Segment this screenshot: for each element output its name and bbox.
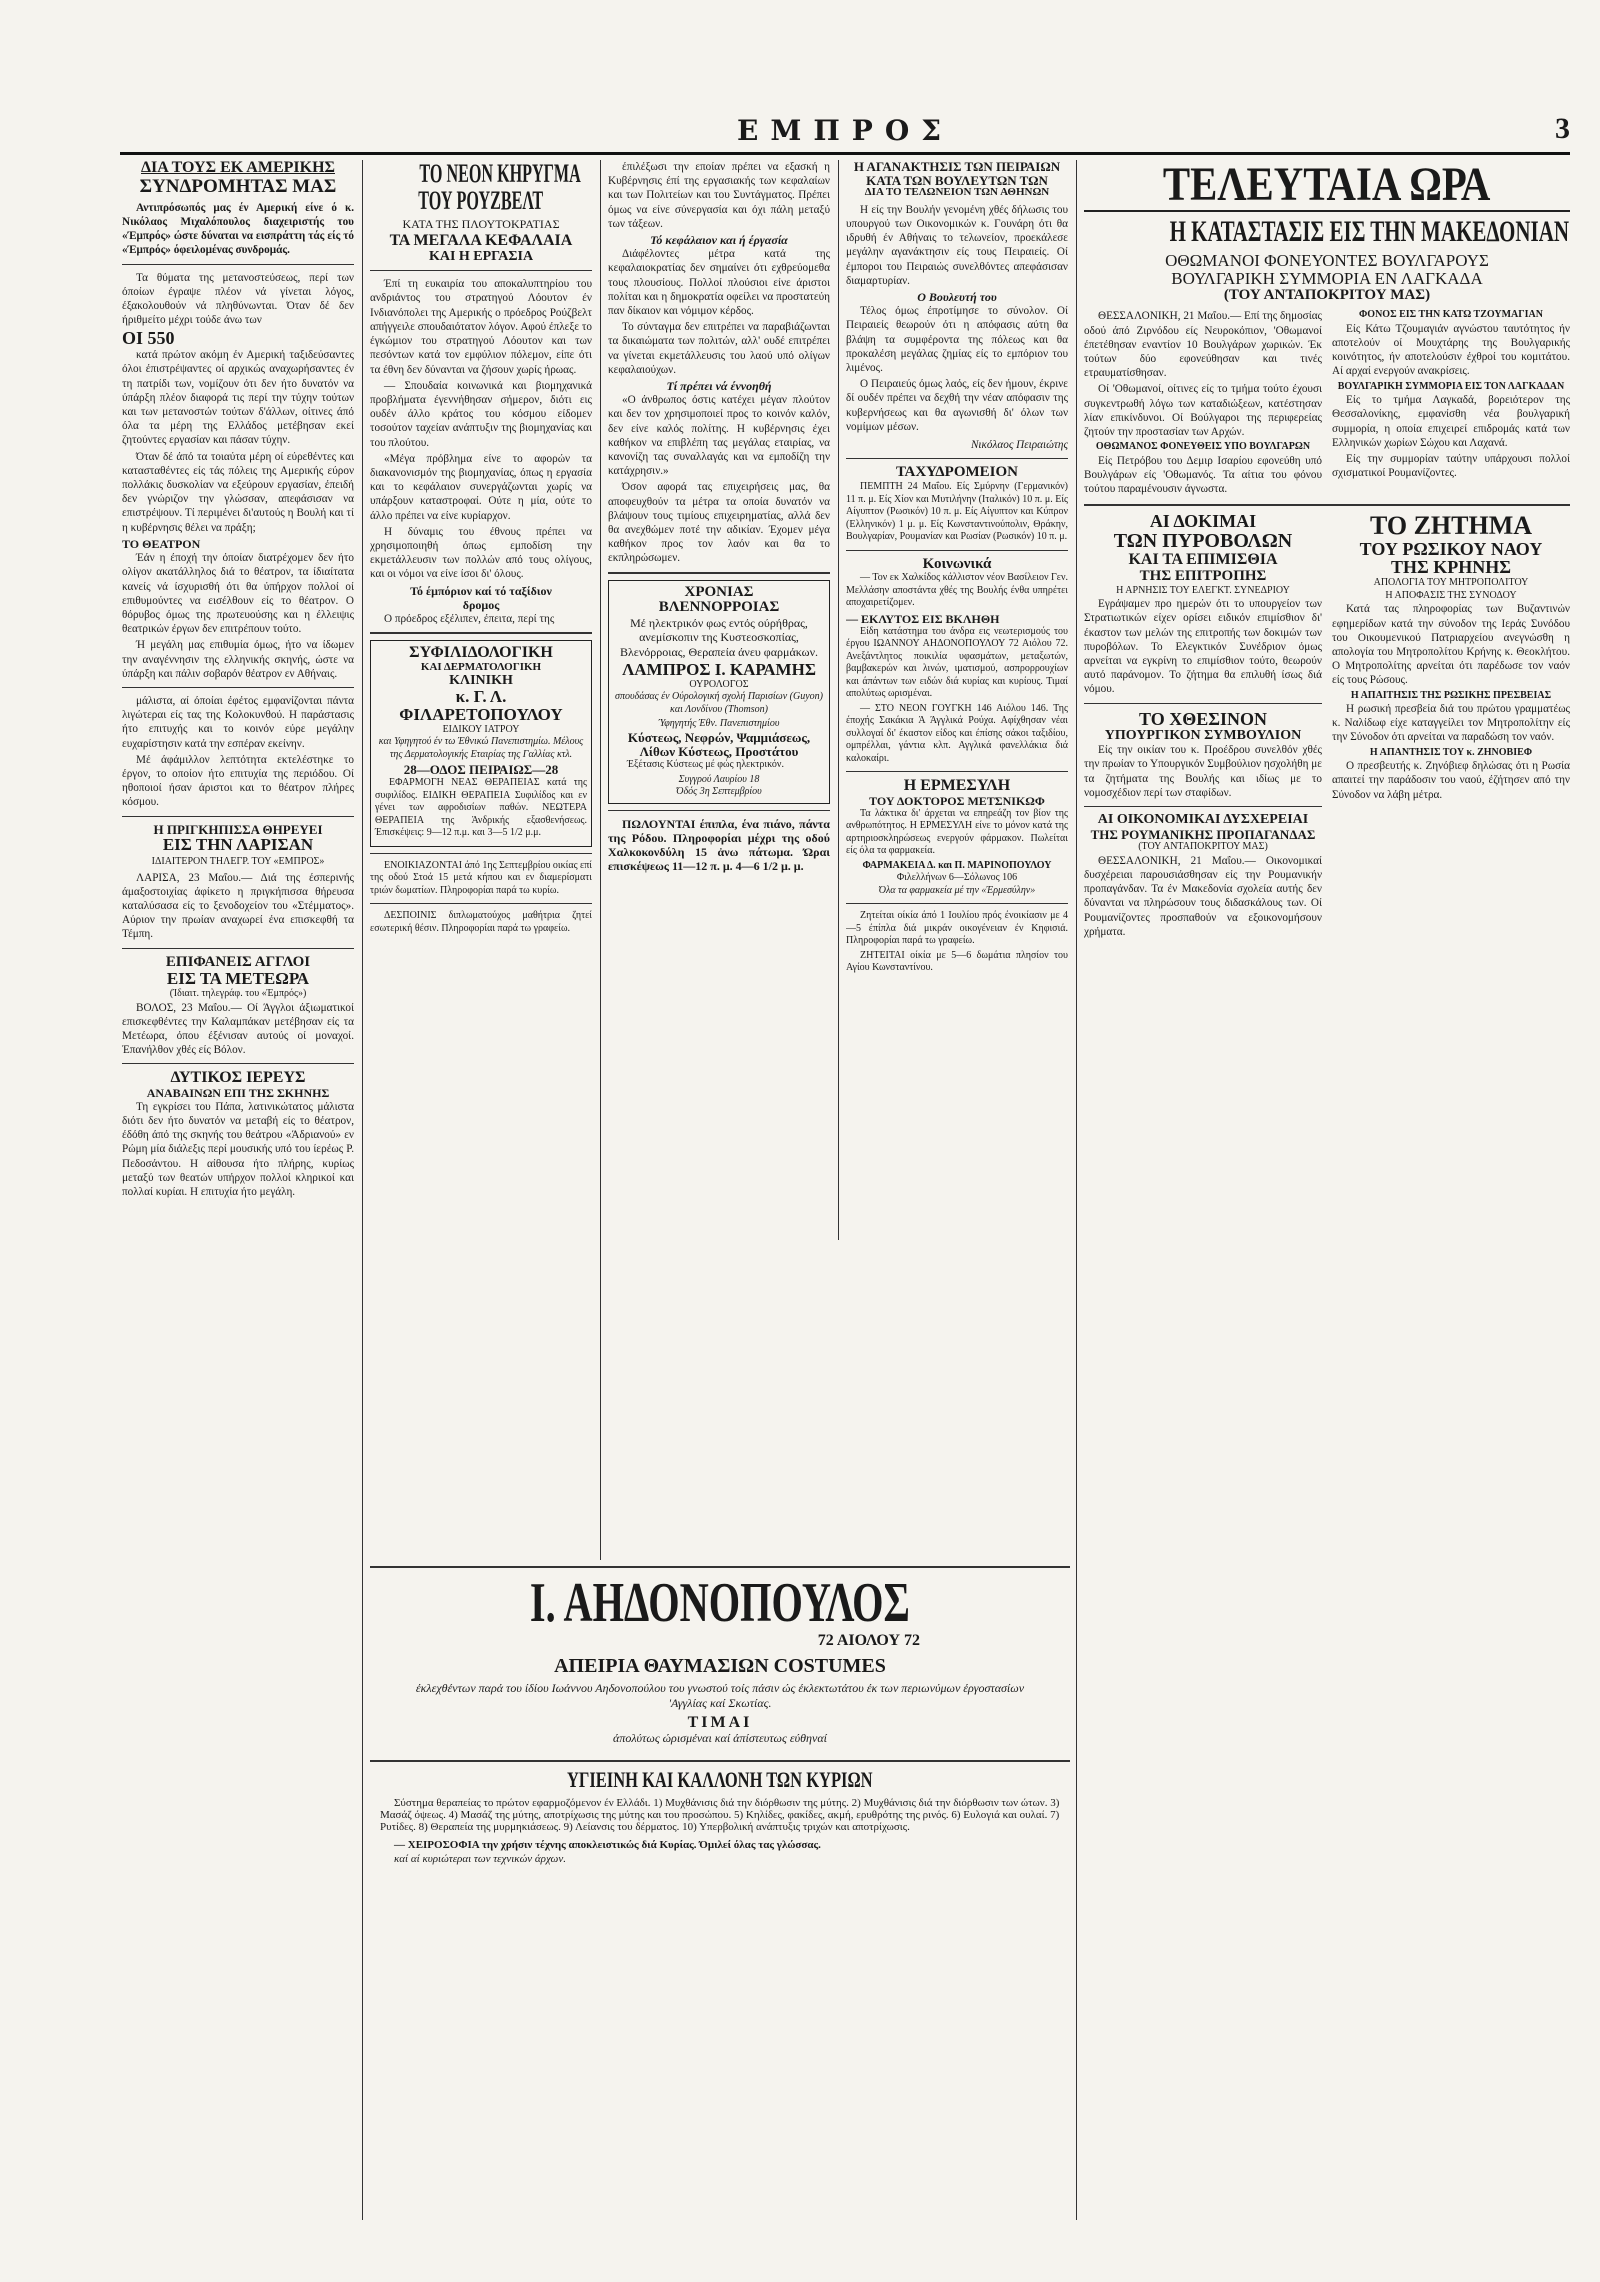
macedonia-left [1084,309,1322,498]
article-paragraph: κατά πρώτον ακόμη έν Αμερική ταξιδεύσαντες όλοι έπιστρέψαντες οί αρχικώς αναχωρήσαντες έν τη πατρίδι των, νομίζουν ότι δεν ήτο δυνατόν να ύπάρξη πλέον διαφορά τις περί την τύχην τούτων και των μετανοστών τούτων δ'άλλων, οίτινες άπό όλα τα μέρη της Ελλάδος μετέβησαν εκεί ζητούντες εργασίαν και πάσαν τύχην. [122,349,354,447]
shop-headline: — ΕΚΛΥΤΟΣ ΕΙΣ ΒΚΛΗΘΗ [846,611,1000,626]
ad-text: και Υφηγητού έν τω Έθνικώ Πανεπιστημίω. Μέλους της Δερματολογικής Εταιρίας της Γαλλίας κτλ. [378,736,584,760]
ad-address: 28—ΟΔΟΣ ΠΕΙΡΑΙΩΣ—28 [403,762,559,778]
lower-left [1084,512,1322,941]
ad-costumes: ΑΠΕΙΡΙΑ ΘΑΥΜΑΣΙΩΝ COSTUMES [554,1654,886,1677]
article-paragraph: Κατά τας πληροφορίας των Βυζαντινών εφημερίδων κατά την σύνοδον της Ιεράς Συνόδου του Οικουμενικού Πατριαρχείου ανεγνώσθη η απολογία του Μητροπολίτου Κρήνης κ. Θεοκλήτου. Ο Μητροπολίτης αρνείται ότι παρέδωσε τον ναόν είς τους Ρώσους. [1332,603,1570,687]
ad-text: Έξέτασις Κύστεως μέ φώς ηλεκτρικόν. [627,759,784,771]
headline-subscribers: ΣΥΝΔΡΟΜΗΤΑΣ ΜΑΣ [139,175,337,197]
intro-text: Αντιπρόσωπός μας έν Αμερική είνε ό κ. Νικόλαος Μιχαλόπουλος διαχειριστής του «Έμπρός» ώστε δύναται να εισπράττη τάς είς τό «Έμπρός» όφειλομένας συνδρομάς. [122,201,354,257]
article-paragraph: Μέ άφάμιλλον λεπτότητα εκτελέστηκε το έργον, το οποίον ήτο επιτυχία της περιόδου. Οί ηθοποιοί ήσαν άριστοι και το θέατρον πλήρες κόσμου. [122,753,354,809]
article-paragraph: ΛΑΡΙΣΑ, 23 Μαΐου.— Διά της έσπερινής άμαξοστοιχίας άφίκετο η πριγκήπισσα θήρευσα καταλύσασα είς το ξενοδοχείον του «Στέμματος». Αύριον την πρωίαν αναχωρεί ένα επισκεφθή τα Τέμπη. [122,871,354,941]
subhead-capital: Τό κεφάλαιον και ή έργασία [650,233,788,248]
article-paragraph: Είς Πετρόβου του Δεμιρ Ισαρίου εφονεύθη υπό Βουλγάρων είς 'Οθωμανός. Τα αίτια του φόνου τούτου παραμένουσιν άγνωστα. [1084,454,1322,496]
column-5 [1084,160,1570,2220]
ad-headline: ΒΛΕΝΝΟΡΡΟΙΑΣ [658,599,780,616]
social-news: — Τον εκ Χαλκίδος κάλλιστον νέον Βασίλειον Γεν. Μελλάσην αποστάντα χθές της Βουλής ένθα υπηρέτει αποχαιρετίζομεν. [846,572,1068,609]
article-paragraph: Έπί τη ευκαιρία του αποκαλυπτηρίου του ανδριάντος του στρατηγού Λόουτον έν Ινδιανόπολει της Αμερικής ο πρόεδρος Ρούζβελτ απήγγειλε σπουδαιότατον λόγον. Αφού έπλεξε το έγκώμιον του στρατηγού Λόουτον και των πεσόντων κατά τον εμφύλιον πόλεμον, είπε ότι τα έθνη δεν δύνανται να ζήσουν χωρίς ήρωας. [370,278,592,376]
ad-address: 72 ΑΙΟΛΟΥ 72 [817,1631,920,1649]
article-paragraph: έπιλέξωσι την εποίαν πρέπει να εξασκή η Κυβέρνησις έπί της εργασιακής των κεφαλαίων και των Πολιτείων και του Συντάγματος. Πρέπει όμως να είνε σύνεργασία και όχι πάλη μεταξύ των τάξεων. [608,161,830,230]
headline-committee: ΤΗΣ ΕΠΙΤΡΟΠΗΣ [1139,567,1267,584]
ad-big-name: Ι. ΑΗΔΟΝΟΠΟΥΛΟΣ [530,1572,910,1634]
article-paragraph: Η είς την Βουλήν γενομένη χθές δήλωσις του υπουργού των Οικονομικών κ. Γουνάρη ότι θα ιδρυθή έν Αθήναις το τελωνείον, προεκάλεσε μεγάλην αγανάκτησιν είς τους Πειραιείς. Οί έμποροι του Πειραιώς συνελθόντες απεφάσισαν διαμαρτυρίαν. [846,203,1068,287]
subhead-zinoviev: Η ΑΠΑΝΤΗΣΙΣ ΤΟΥ κ. ΖΗΝΟΒΙΕΦ [1369,746,1533,758]
article-paragraph: Τέλος όμως έπροτίμησε το σύνολον. Οί Πειραιείς θεωρούν ότι η απόφασις αύτη θα βλάψη τα συμφέροντα της πόλεως και θα προκαλέση μεγάλας ζημίας είς το εμπόριον του λιμένος. [846,305,1068,375]
pharmacy-note: Όλα τα φαρμακεία μέ την «Έρμεσύλην» [878,884,1036,896]
article-paragraph: Ή μεγάλη μας επιθυμία όμως, ήτο να ίδωμεν την αναγέννησιν της ελληνικής σκηνής, ώστε να ύπάρξη και πάλιν σοβαρόν θέατρον εν Αθήναις. [122,639,354,680]
article-paragraph: Η ρωσική πρεσβεία διά του πρώτου γραμματέως κ. Ναλίδωφ είχε καταγγείλει τον Μητροπολίτην είς την Σύνοδον ότι αρνείται να παραδώση τον ναόν. [1332,703,1570,744]
article-paragraph: Διάφέλοντες μέτρα κατά της κεφαλαιοκρατίας δεν σημαίνει ότι εχθρεύομεθα τους πλουσίους. Πολλοί πλούσιοι είνε άριστοι πολίται και η δημοκρατία οφείλει να προστατεύη παν δίκαιον και νόμιμον κέρδος. [608,248,830,318]
author-signature: Νικόλαος Πειραιώτης [970,439,1068,452]
headline-yesterday: ΤΟ ΧΘΕΣΙΝΟΝ [1139,708,1267,729]
headline-cabinet: ΥΠΟΥΡΓΙΚΟΝ ΣΥΜΒΟΥΛΙΟΝ [1104,727,1302,743]
macedonia-right [1332,309,1570,498]
headline-bulgarian-band: ΒΟΥΛΓΑΡΙΚΗ ΣΥΜΜΟΡΙΑ ΕΝ ΛΑΓΚΑΔΑ [1171,268,1483,288]
ad-headline: ΚΛΙΝΙΚΗ [449,672,513,688]
pharmacy-address: ΦΑΡΜΑΚΕΙΑ Δ. και Π. ΜΑΡΙΝΟΠΟΥΛΟΥ [862,859,1052,871]
newspaper-title: ΕΜΠΡΟΣ [736,114,954,147]
headline-roosevelt-1: ΤΟ ΝΕΟΝ ΚΗΡΥΓΜΑ [419,160,581,188]
ad-hygiene-headline: ΥΓΙΕΙΝΗ ΚΑΙ ΚΑΛΛΟΝΗ ΤΩΝ ΚΥΡΙΩΝ [567,1767,873,1793]
ad-address: Συγγρού Λαυρίου 18 [678,773,760,785]
ad-subtitle: ΟΥΡΟΛΟΓΟΣ [689,678,749,690]
ad-address: Όδός 3η Σεπτεμβρίου [676,786,762,798]
ad-text: άπολύτως ώρισμέναι καί άπίστευτως εύθηναί [613,1731,827,1746]
headline-princess: Η ΠΡΙΓΚΗΠΙΣΣΑ ΘΗΡΕΥΕΙ [153,821,323,837]
article-paragraph: Είς την οικίαν του κ. Προέδρου συνελθόν χθές την πρωίαν το Υπουργικόν Συμβούλιον ησχολήθη με τα ζητήματα της Βουλής και ιδίως με το νομοσχέδιον περί των σταφίδων. [1084,744,1322,799]
headline-priest: ΔΥΤΙΚΟΣ ΙΕΡΕΥΣ [170,1069,306,1087]
subhead-doctor: ΤΟΥ ΔΟΚΤΟΡΟΣ ΜΕΤΣΝΙΚΩΦ [869,794,1045,809]
headline-romanian: ΤΗΣ ΡΟΥΜΑΝΙΚΗΣ ΠΡΟΠΑΓΑΝΔΑΣ [1090,826,1316,842]
ad-specialties: Κύστεως, Νεφρών, Ψαμμιάσεως, Λίθων Κύστεως, Προστάτου [627,729,811,759]
subhead-murder: ΦΟΝΟΣ ΕΙΣ ΤΗΝ ΚΑΤΩ ΤΖΟΥΜΑΓΙΑΝ [1359,309,1543,321]
masthead [120,112,1570,155]
headline-last-hour: ΤΕΛΕΥΤΑΙΑ ΩΡΑ [1084,160,1570,212]
ad-headline: ΚΑΙ ΔΕΡΜΑΤΟΛΟΓΙΚΗ [420,660,542,673]
subhead-meaning: Τί πρέπει νά έννοηθή [666,379,772,394]
article-paragraph: Η δύναμις του έθνους πρέπει να χρησιμοποιηθή όπως εμποδίση την εκμετάλλευσιν των πολλών από τους ολίγους, και οι νόμοι να είνε ίσοι δι' όλους. [370,525,592,581]
headline-larisa: ΕΙΣ ΤΗΝ ΛΑΡΙΣΑΝ [162,835,314,855]
headline-cannons: ΤΩΝ ΠΥΡΟΒΟΛΩΝ [1113,530,1293,553]
article-paragraph: «Μέγα πρόβλημα είνε το αφορών τα διακανονισμόν της βιομηχανίας, όπως η εργασία και το κεφάλαιον συνεργάζωνται χωρίς να υπάρξουν καταστροφαί. Ούτε η μία, ούτε το άλλο πρέπει να είνε κυρίαρχον. [370,452,592,522]
article-paragraph: Όταν δέ άπό τα τοιαύτα μέρη οί εύρεθέντες και κατασταθέντες είς τάς πόλεις της Αμερικής εύρον πολλάκις δυσκολίαν να εξεύρουν εργασίαν, έπειδή δεν γνώριζον την γλώσσαν, απεφάσισαν να επιστρέψουν. Τί περιμένει δι'αυτούς η Βουλή και τί η κυβέρνησις θέλει να πράξη; [122,450,354,534]
ad-hygiene-last: καί αί κυριώτεραι των τεχνικών άρχων. [394,1853,566,1866]
headline-economic: ΑΙ ΟΙΚΟΝΟΜΙΚΑΙ ΔΥΣΧΕΡΕΙΑΙ [1097,812,1309,828]
subhead-embassy: Η ΑΠΑΙΤΗΣΙΣ ΤΗΣ ΡΩΣΙΚΗΣ ΠΡΕΣΒΕΙΑΣ [1350,689,1552,701]
article-paragraph: Ο Πειραιεύς όμως λαός, είς δεν ήμουν, έκρινε δί ουδέν πρέπει να δεχθή την νέαν απόφασιν της κυβερνήσεως και θα αγωνισθή δι' όλων των νομίμων μέσων. [846,378,1068,433]
subhead-audit: Η ΑΡΝΗΣΙΣ ΤΟΥ ΕΛΕΓΚΤ. ΣΥΝΕΔΡΙΟΥ [1116,584,1290,596]
ad-headline: ΣΥΦΙΛΙΔΟΛΟΓΙΚΗ [409,644,553,662]
macedonia-columns [1084,309,1570,498]
ad-hygiene-text: Σύστημα θεραπείας το πρώτον εφαρμοζόμενον έν Ελλάδι. 1) Μυχθάνισις διά την διόρθωσιν της μύτης. 2) Μυχθάνισις διά την διόρθωσιν των ώτων. 3) Μασάζ όψεως. 4) Μασάζ της μύτης, αποτρίχωσις της μύτης και του προσώπου. 5) Κηλίδες, φακίδες, ακμή, ερυθρότης της ρινός. 6) Ευλογιά και ουλαί. 7) Ρυτίδες. 8) Θεραπεία της μυρμηκιάσεως. 9) Λείανσις του δέρματος. 10) Υπερβολική ανάπτυξις τριχών και αποτρίχωσις. [380,1797,1060,1834]
headline-ottomans: ΟΘΩΜΑΝΟΙ ΦΟΝΕΥΟΝΤΕΣ ΒΟΥΛΓΑΡΟΥΣ [1165,250,1489,270]
article-paragraph: Είς Κάτω Τζουμαγιάν αγνώστου ταυτότητος ήν αποτελούν οί Μουχτάρης της Βουλγαρικής κοινότητος, ήν αποτελούσιν έχθροί του κομιτάτου. Αί αρχαί ενεργούν ανακρίσεις. [1332,322,1570,378]
article-paragraph: Είς το τμήμα Λαγκαδά, βορειότερον της Θεσσαλονίκης, εμφανίσθη νέα βουλγαρική συμμορία, η οποία επιχειρεί επιδρομάς κατά των Ελληνικών χωρίων Σώχου και Λαχανά. [1332,394,1570,449]
article-paragraph: Τη εγκρίσει του Πάπα, λατινικώτατος μάλιστα διότι δεν ήτο δυνατόν να μεταβή είς το θέατρον, έδόθη άπό της σκηνής του θεάτρου «Άδριανού» εν Ρώμη μία διάλεξις περί μουσικής υπό του ίερέως Ρ. Πεδοσάντου. Η αίθουσα ήτο πλήρης, κυρίως μεταξύ των θεατών υπήρχον πολλοί κληρικοί και πολλαί κυρίαι. Η επιτυχία ήτο μεγάλη. [122,1100,354,1199]
shop-text: Είδη κατάστημα του άνδρα εις νεωτερισμούς του έργου ΙΩΑΝΝΟΥ ΑΗΔΟΝΟΠΟΥΛΟΥ 72 Αιόλου 72. Ανεξάντλητος ποικιλία υφασμάτων, μεταξωτών, βαμβακερών και λινών, ιματισμού, ασπρορρουχίων και άπάντων των ειδών διά κυρίας και κυρίους. Τιμαί απολύτως ωρισμέναι. [846,625,1068,700]
classified-wanted: ΖΗΤΕΙΤΑΙ οίκία με 5—6 δωμάτια πλησίον του Αγίου Κωνσταντίνου. [846,949,1068,974]
urology-ad [608,580,830,804]
subhead-trade-cont: δρομος [462,597,500,612]
subhead-plutocracy: ΚΑΤΑ ΤΗΣ ΠΛΟΥΤΟΚΡΑΤΙΑΣ [402,216,560,231]
headline-capital: ΤΑ ΜΕΓΑΛΑ ΚΕΦΑΛΑΙΑ [389,231,573,249]
headline-krini: ΤΗΣ ΚΡΗΝΗΣ [1390,557,1512,578]
article-paragraph: Έάν η έποχή την όποίαν διατρέχομεν δεν ήτο ολίγον ακατάλληλος διά το θέατρον, τα ίδιαίτατα κανείς νά ίσχυρισθή ότι θα ύπήρχον πολλοί οί επιθυμούντες να εισέλθουν είς το θέατρον. Ο θόρυβος όμως της πρωτευούσης και η έλλειψις θεατρικών έργων δεν επιτρέπουν τούτο. [122,552,354,636]
classified-tutor: ΔΕΣΠΟΙΝΙΣ διπλωματούχος μαθήτρια ζητεί εσωτερική θέσιν. Πληροφορίαι παρά τω γραφείω. [370,910,592,934]
pharmacy-text: Τα λάκτικα δι' άρχεται να επηρεάζη τον βίον της ανθρωπότητος. Η ΕΡΜΕΣΥΛΗ είνε το μόνον κατά της αρτηριοσκληρώσεως ενεργούν φάρμακον. Πωλείται είς όλα τα φαρμακεία. [846,807,1068,857]
classified-wanted: Ζητείται οίκία άπό 1 Ιουλίου πρός ένοικίασιν με 4—5 έπίπλα διά μικράν οικογένειαν έν Κηφισιά. Πληροφορίαι παρά τω γραφείω. [846,910,1068,947]
headline-meteora: ΕΙΣ ΤΑ ΜΕΤΕΩΡΑ [166,969,310,989]
classified-sale: ΠΩΛΟΥΝΤΑΙ έπιπλα, ένα πιάνο, πάντα της Ρόδου. Πληροφορίαι μέχρι της οδού Χαλκοκονδύλη 15 ἀνω πάτωμα. Ώραι επισκέψεως 11—12 π. μ. 4—6 1/2 μ. μ. [608,816,830,874]
ad-hygiene-foot: — ΧΕΙΡΟΣΟΦΙΑ την χρήσιν τέχνης αποκλειστικώς διά Κυρίας. Όμιλεί όλας τας γλώσσας. [394,1839,821,1852]
ad-doctor-name: ΛΑΜΠΡΟΣ Ι. ΚΑΡΑΜΗΣ [622,659,816,679]
ad-doctor-name: κ. Γ. Λ. ΦΙΛΑΡΕΤΟΠΟΥΛΟΥ [399,687,563,725]
article-paragraph: — Σπουδαία κοινωνικά και βιομηχανικά προβλήματα έγεννήθησαν σήμερον, διότι εις ουδέν άλλο κράτος του κόσμου είδομεν τοσούτον ταχείαν ανάπτυξιν της βιομηχανίας και του πλούτου. [370,379,592,449]
aidonopoulos-spacer [608,1248,1070,1368]
ad-subtitle: Ύφηγητής Έθν. Πανεπιστημίου [658,718,780,730]
column-3 [608,160,830,1240]
article-paragraph: ΘΕΣΣΑΛΟΝΙΚΗ, 21 Μαΐου.— Οικονομικαί δυσχέρειαι παρουσιάσθησαν είς την Ρουμανικήν προπαγάνδαν. Τα έν Μακεδονία σχολεία αυτής δεν δύνανται να πληρώσουν τους διδασκάλους των. Οί Ρουμανίζοντες προσπαθούν να εξοικονομήσουν χρήματα. [1084,854,1322,938]
headline-tests: ΑΙ ΔΟΚΙΜΑΙ [1149,511,1257,532]
number-highlight: ΟΙ 550 [122,328,175,349]
article-paragraph: Ο πρεσβευτής κ. Ζηνόβιεφ δηλώσας ότι η Ρωσία απαιτεί την παράδοσιν του ναού, έζήτησεν από την Σύνοδον να λάβη μέτρα. [1332,760,1570,801]
article-paragraph: Το σύνταγμα δεν επιτρέπει να παραβιάζωνται τα δικαιώματα των πολιτών, αλλ' ουδέ επιτρέπει να γίνεται εκμετάλλευσις του λαού υπό ολίγων κεφαλαιούχων. [608,321,830,376]
headline-hermesyle: Η ΕΡΜΕΣΥΛΗ [903,777,1011,795]
subhead-correspondent: (ΤΟΥ ΑΝΤΑΠΟΚΡΙΤΟΥ ΜΑΣ) [1138,841,1268,853]
subhead-telegram: (Ίδιαιτ. τηλεγράφ. του «Έμπρός») [169,988,307,1000]
pharmacy-address: Φιλελλήνων 6—Σόλωνος 106 [896,872,1018,884]
clinic-ad [370,640,592,846]
ad-text: Μέ ηλεκτρικόν φως εντός ούρήθρας, ανεμίσκοπιν της Κυστεοσκοπίας, Βλενόρροιας, Θεραπεία άνευ φαρμάκων. [619,616,818,659]
ad-prices: ΤΙΜΑΙ [687,1713,753,1731]
ad-text: έκλεχθέντων παρά του ίδίου Ιωάννου Αηδονοπούλου του γνωστού τοίς πάσιν ώς έκλεκτωτάτου έκ των περιωνύμων έργοστασίων 'Αγγλίας καί Σκωτίας. [415,1680,1025,1710]
subhead-band: ΒΟΥΛΓΑΡΙΚΗ ΣΥΜΜΟΡΙΑ ΕΙΣ ΤΟΝ ΛΑΓΚΑΔΑΝ [1337,380,1565,392]
headline-question: ΤΟ ΖΗΤΗΜΑ [1369,511,1533,541]
headline-roosevelt-2: ΤΟΥ ΡΟΥΖΒΕΛΤ [418,186,544,216]
article-paragraph: Εγράψαμεν προ ημερών ότι το υπουργείον των Στρατιωτικών είχεν ορίσει ειδικόν επιμίσθιον δι' έκαστον των μελών της επιτροπής των δοκιμών των πυροβόλων. Το Ελεγκτικόν Συνέδριον όμως αρνείται να εγκρίνη το επιμίσθιον τούτο, θεωρούν αυτό παράνομον. Το ζήτημα θα επιλυθή ίσως διά νόμου. [1084,598,1322,696]
headline-customs: ΔΙΑ ΤΟ ΤΕΛΩΝΕΙΟΝ ΤΩΝ ΑΘΗΝΩΝ [864,186,1050,199]
subhead-trade: Τό έμπόριον καί τό ταξίδιον [410,583,552,598]
article-paragraph: Ο πρόεδρος εξέλιπεν, έπειτα, περί της [384,612,555,625]
headline-diaspora: ΔΙΑ ΤΟΥΣ ΕΚ ΑΜΕΡΙΚΗΣ [141,160,335,176]
headline-labor: ΚΑΙ Η ΕΡΓΑΣΙΑ [428,248,534,264]
headline-macedonia: Η ΚΑΤΑΣΤΑΣΙΣ ΕΙΣ ΤΗΝ ΜΑΚΕΔΟΝΙΑΝ [1169,215,1570,249]
ad-headline: ΧΡΟΝΙΑΣ [684,583,754,600]
headline-deputies: ΚΑΤΑ ΤΩΝ ΒΟΥΛΕΥΤΩΝ ΤΩΝ [866,172,1048,188]
article-paragraph: Τα θύματα της μετανοστεύσεως, περί των όποίων έγραψε πλέον νά γίνεται λόγος, έξακολουθούν νά πληθύνωνται. Όταν δέ δεν ήριθμείτο μέχρι τούδε άνω των [122,271,354,327]
shop-text: — ΣΤΟ ΝΕΟΝ ΓΟΥΓΚΗ 146 Αιόλου 146. Της έποχής Σακάκια Ά Άγγλικά Ρούχα. Αφίχθησαν νέαι συλλογαί δι' έκαστον είδος και έπίσης σάκοι ταξιδίου, ομπρέλλαι, γάντια κλπ. Αγγλικά φανελλάκια διά καλοκαίρι. [846,702,1068,764]
subhead-synod: Η ΑΠΟΦΑΣΙΣ ΤΗΣ ΣΥΝΟΔΟΥ [1385,589,1517,601]
article-paragraph: Είς την συμμορίαν ταύτην υπάρχουσι πολλοί σχισματικοί Ρουμανίζοντες. [1332,452,1570,480]
ad-subtitle: ΕΙΔΙΚΟΥ ΙΑΤΡΟΥ [442,723,520,735]
headline-allowances: ΚΑΙ ΤΑ ΕΠΙΜΙΣΘΙΑ [1128,551,1278,569]
headline-correspondent: (ΤΟΥ ΑΝΤΑΠΟΚΡΙΤΟΥ ΜΑΣ) [1223,286,1431,303]
lower-columns [1084,512,1570,941]
subhead-ottoman: ΟΘΩΜΑΝΟΣ ΦΟΝΕΥΘΕΙΣ ΥΠΟ ΒΟΥΛΓΑΡΩΝ [1095,441,1311,453]
page-number: 3 [1555,112,1570,145]
column-1 [122,160,354,2220]
post-schedule: ΠΕΜΠΤΗ 24 Μαΐου. Είς Σμύρνην (Γερμανικόν) 11 π. μ. Είς Χίον και Μυτιλήνην (Ιταλικόν) 10 π. μ. Είς Αίγυπτον (Ρωσικόν) 10 π. μ. Είς Αίγυπτον και Κύπρον (Ελληνικόν) 1 μ. μ. Είς Κωνσταντινούπολιν, Θράκην, Βουλγαρίαν, Ρουμανίαν και Ρωσίαν (Ρωσικόν) 10 π. μ. [846,481,1068,543]
headline-russian-church: ΤΟΥ ΡΩΣΙΚΟΥ ΝΑΟΥ [1359,538,1543,559]
article-paragraph: μάλιστα, αί όποίαι έφέτος εμφανίζονται πάντα λιγώτεραι είς τας της Κολοκυνθού. Η παράστασις ήτο επιτυχής και το κοινόν εύρε μεγάλην ευχαρίστησιν κατά την εσπέραν εκείνην. [122,694,354,750]
section-label-theater: ΤΟ ΘΕΑΤΡΟΝ [122,536,201,551]
classified-rent: ΕΝΟΙΚΙΑΖΟΝΤΑΙ άπό 1ης Σεπτεμβρίου οικίας επί της οδού Στοά 15 μετά κήπου και εν διαμερίσματι τριών δωματίων. Πληροφορίαι παρά τω κυρίω. [370,859,592,896]
ad-text: σπουδάσας έν Ούρολογική σχολή Παρισίων (Guyon) και Λονδίνου (Thomson) [615,691,823,715]
aidonopoulos-ad [370,1560,1070,2220]
lower-right [1332,512,1570,941]
article-paragraph: «Ο άνθρωπος όστις κατέχει μέγαν πλούτον και δεν τον χρησιμοποιεί προς το κοινόν καλόν, δεν είνε καλός πολίτης. Η κυβέρνησις έχει καθήκον να επιβλέπη τας μεγάλας εταιρίας, να κανονίζη τας συναλλαγάς και να εμποδίζη την κατάχρησιν.» [608,394,830,478]
article-paragraph: ΘΕΣΣΑΛΟΝΙΚΗ, 21 Μαΐου.— Επί της δημοσίας οδού άπό Ζιρνόδου είς Νευροκόπιον, 'Οθωμανοί έπετέθησαν εναντίον 10 Βουλγάρων χωρικών. Έκ τούτων δύο εφονεύθησαν και τινές ετραυματίσθησαν. [1084,310,1322,380]
headline-english: ΕΠΙΦΑΝΕΙΣ ΑΓΓΛΟΙ [165,953,311,970]
headline-piraeus: Η ΑΓΑΝΑΚΤΗΣΙΣ ΤΩΝ ΠΕΙΡΑΙΩΝ [853,160,1061,174]
headline-stage: ΑΝΑΒΑΙΝΩΝ ΕΠΙ ΤΗΣ ΣΚΗΝΗΣ [146,1086,330,1101]
subhead-telegram: ΙΔΙΑΙΤΕΡΟΝ ΤΗΛΕΓΡ. ΤΟΥ «ΕΜΠΡΟΣ» [151,856,325,868]
subhead-deputy: Ο Βουλευτή του [917,290,997,305]
ad-text: ΕΦΑΡΜΟΓΗ ΝΕΑΣ ΘΕΡΑΠΕΙΑΣ κατά της συφιλίδος. ΕΙΔΙΚΗ ΘΕΡΑΠΕΙΑ Συφιλίδος και εν γένει των αφροδισίων παθών. ΝΕΩΤΕΡΑ ΘΕΡΑΠΕΙΑ της Άνδρικής εξασθενήσεως. Έπισκέψεις: 9—12 π.μ. και 3—5 1/2 μ.μ. [375,777,587,839]
subhead-apology: ΑΠΟΛΟΓΙΑ ΤΟΥ ΜΗΤΡΟΠΟΛΙΤΟΥ [1373,577,1529,589]
headline-post: ΤΑΧΥΔΡΟΜΕΙΟΝ [895,464,1019,481]
article-paragraph: Οί 'Οθωμανοί, οίτινες είς το τμήμα τούτο έχουσι συγκεντρωθή λόγω των καταδιώξεων, κατέστησαν λίαν επικίνδυνοι. Οί Βούλγαροι της περιφερείας ζητούν την προστασίαν των Αρχών. [1084,383,1322,438]
article-paragraph: Όσον αφορά τας επιχειρήσεις μας, θα αποφευχθούν τα μέτρα τα οποία δυνατόν να βλάψουν τους τιμίους επιχειρηματίας, αλλά δεν θα ανεχθώμεν ποτέ την αδικίαν. Έχομεν μέγα καθήκον προς τον λαόν και θα το εκπληρώσωμεν. [608,481,830,565]
article-paragraph: ΒΟΛΟΣ, 23 Μαΐου.— Οί Άγγλοι άξιωματικοί επισκεφθέντες την Καλαμπάκαν μετέβησαν είς τα Μετέωρα, όπου έξένισαν αυτούς οί μοναχοί. Έπανήλθον χθές είς Βόλον. [122,1001,354,1057]
headline-social: Κοινωνικά [922,555,992,572]
